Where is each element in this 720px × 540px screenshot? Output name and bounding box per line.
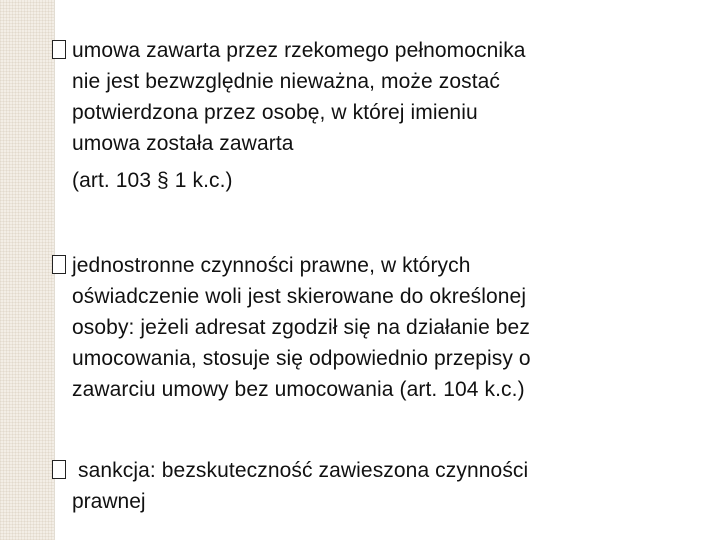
bullet-text-2: jednostronne czynności prawne, w których oświadczenie woli jest skierowane do określonej osoby: jeżeli adresat zgodził się na działanie bez umocowania, stosuje się odpowiednio przepisy o zawarciu umowy bez umocowania (art. 104 k.c.) (72, 254, 531, 401)
bullet-box-icon (52, 255, 66, 274)
bullet-box-icon (52, 40, 66, 59)
bullet-text-1: umowa zawarta przez rzekomego pełnomocnika nie jest bezwzględnie nieważna, może zostać potwierdzona przez osobę, w której imieniu umowa została zawarta (72, 39, 526, 155)
bullet-box-icon (52, 460, 66, 479)
bullet-text-3: sankcja: bezskuteczność zawieszona czynności (78, 459, 529, 482)
article-reference-1: (art. 103 § 1 k.c.) (72, 169, 233, 192)
bullet-item-1 (52, 35, 692, 196)
bullet-item-2 (52, 250, 692, 405)
bullet-item-3 (52, 455, 692, 517)
bullet-text-3-continued: prawnej (72, 490, 146, 513)
